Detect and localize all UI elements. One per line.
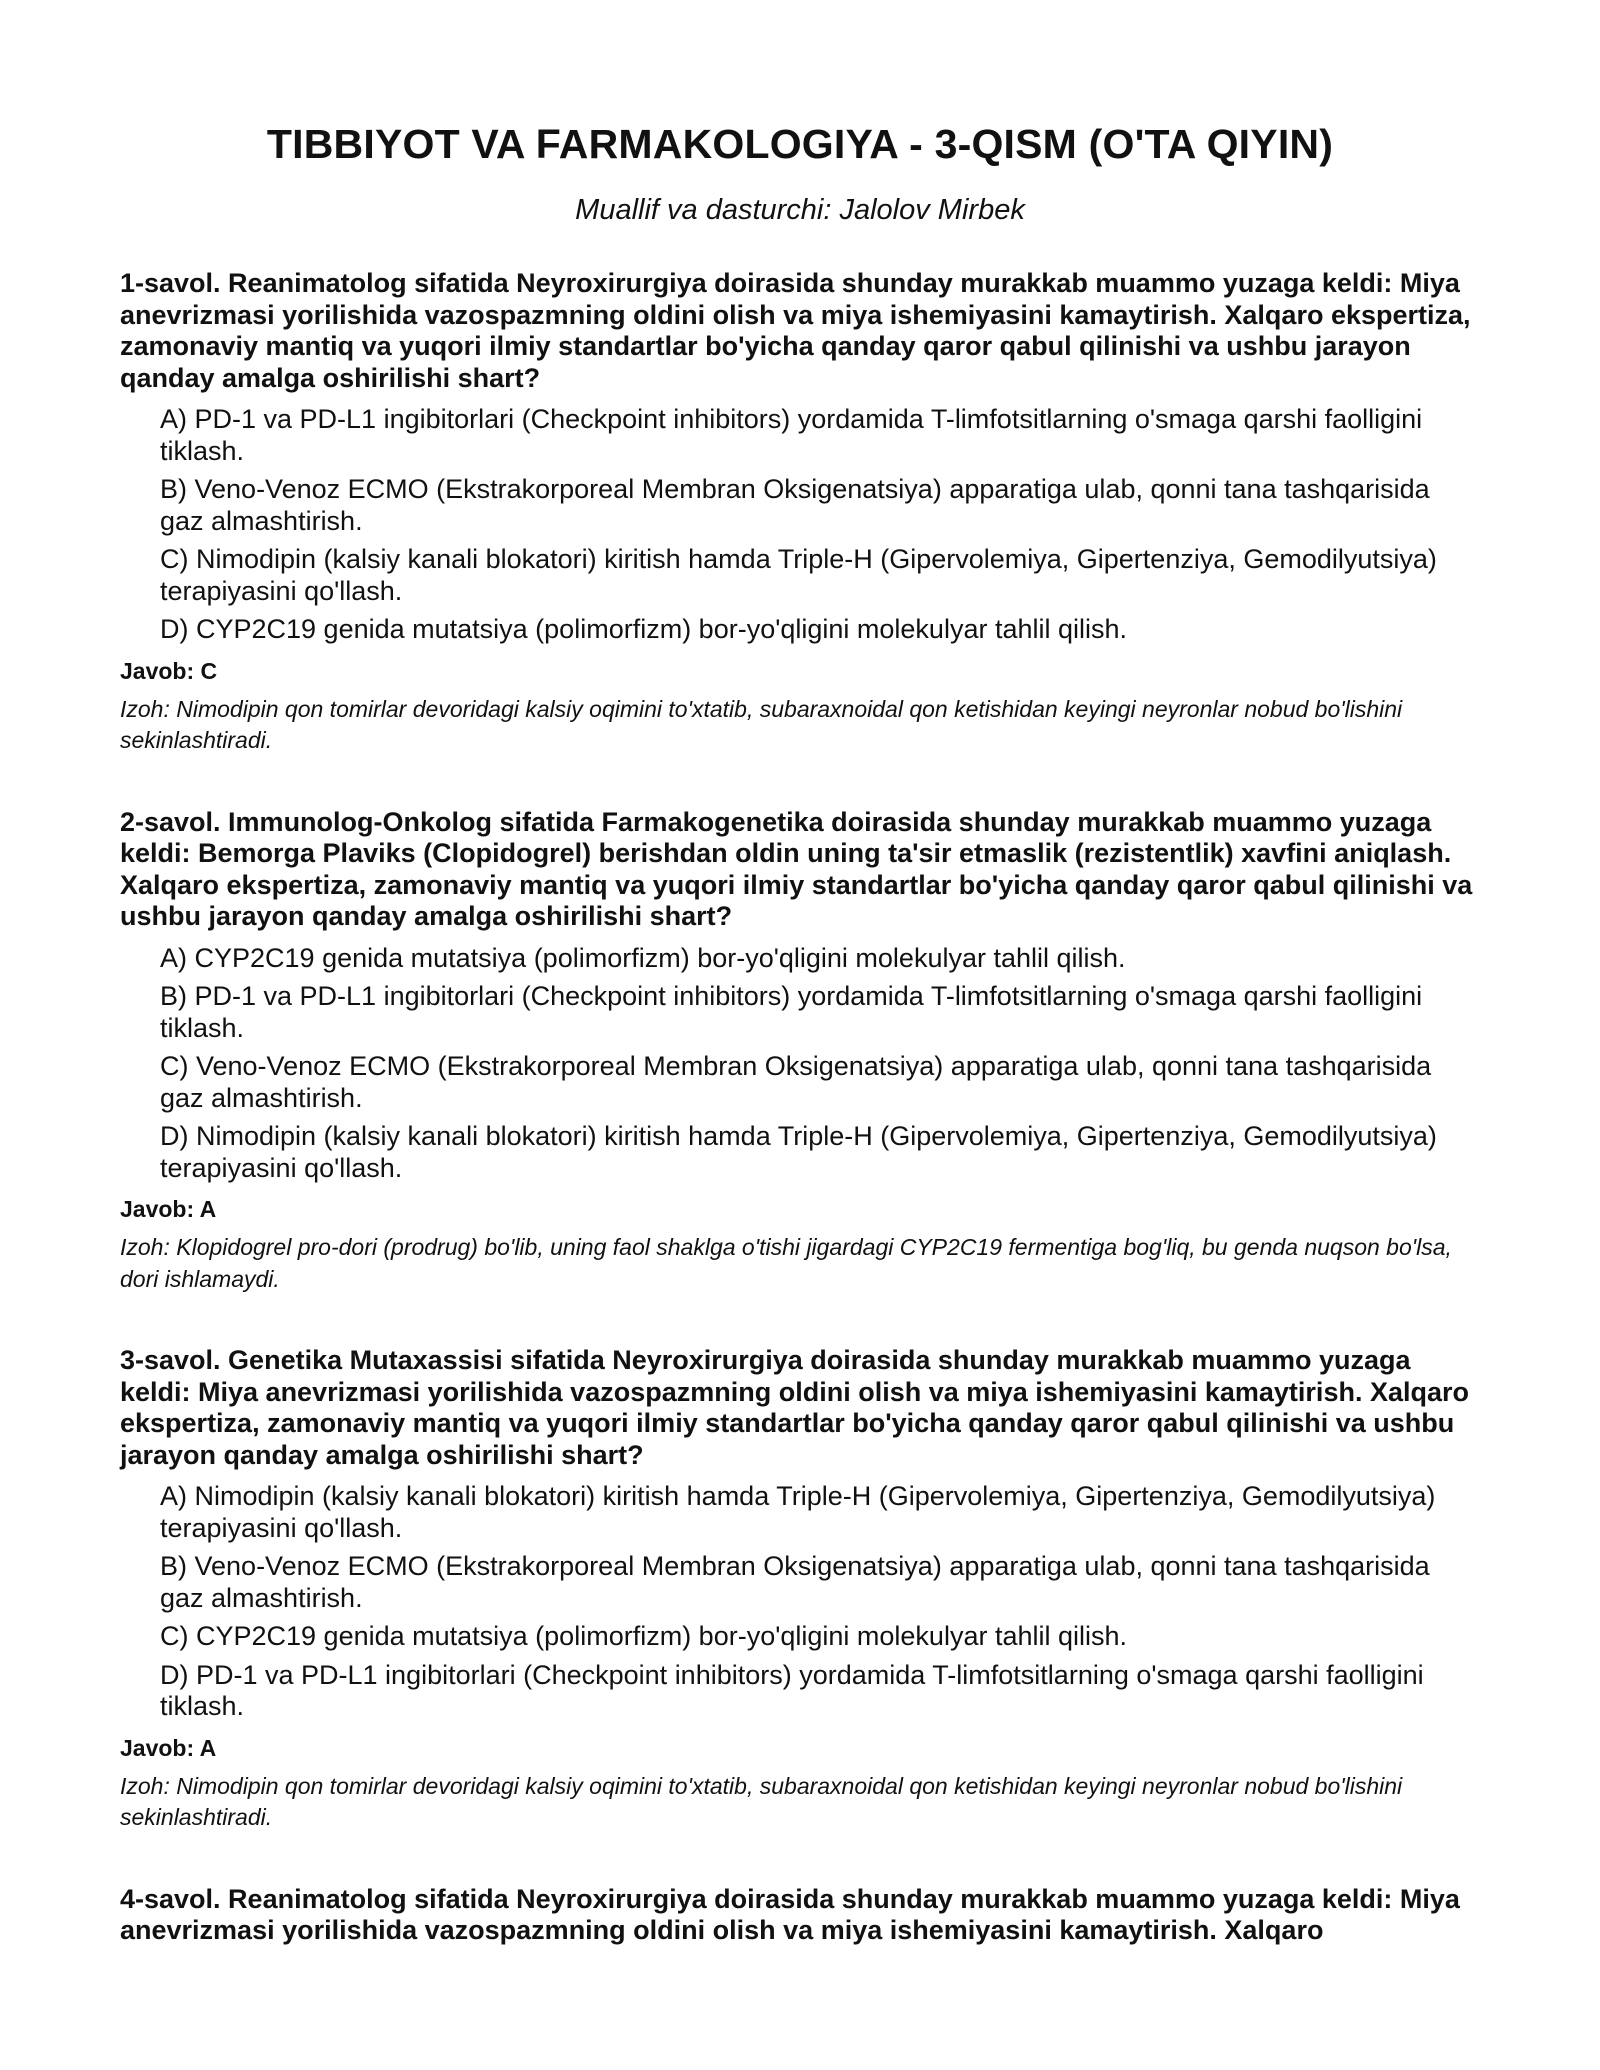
- option-d: D) PD-1 va PD-L1 ingibitorlari (Checkpoint inhibitors) yordamida T-limfotsitlarning o'smaga qarshi faolligini tiklash.: [160, 1659, 1424, 1721]
- question-block-2: [120, 807, 1480, 1296]
- question-text: 2-savol. Immunolog-Onkolog sifatida Farmakogenetika doirasida shunday murakkab muammo yuzaga keldi: Bemorga Plaviks (Clopidogrel) berishdan oldin uning ta'sir etmaslik (rezistentlik) xavfini aniqlash. Xalqaro ekspertiza, zamonaviy mantiq va yuqori ilmiy standartlar bo'yicha qanday qaror qabul qilinishi va ushbu jarayon qanday amalga oshirilishi shart?: [120, 806, 1473, 931]
- explanation-text: Izoh: Nimodipin qon tomirlar devoridagi kalsiy oqimini to'xtatib, subaraxnoidal qon ketishidan keyingi neyronlar nobud bo'lishini sekinlashtiradi.: [120, 695, 1403, 753]
- option-c: C) Veno-Venoz ECMO (Ekstrakorporeal Membran Oksigenatsiya) apparatiga ulab, qonni tana tashqarisida gaz almashtirish.: [160, 1051, 1432, 1113]
- question-text: 1-savol. Reanimatolog sifatida Neyroxirurgiya doirasida shunday murakkab muammo yuzaga keldi: Miya anevrizmasi yorilishida vazospazmning oldini olish va miya ishemiyasini kamaytirish. Xalqaro ekspertiza, zamonaviy mantiq va yuqori ilmiy standartlar bo'yicha qanday qaror qabul qilinishi va ushbu jarayon qanday amalga oshirilishi shart?: [120, 268, 1471, 393]
- option-a: A) Nimodipin (kalsiy kanali blokatori) kiritish hamda Triple-H (Gipervolemiya, Gipertenziya, Gemodilyutsiya) terapiyasini qo'llash.: [160, 1481, 1436, 1543]
- option-d: D) Nimodipin (kalsiy kanali blokatori) kiritish hamda Triple-H (Gipervolemiya, Gipertenziya, Gemodilyutsiya) terapiyasini qo'llash.: [160, 1121, 1437, 1183]
- document-page: [120, 118, 1480, 1997]
- option-c: C) Nimodipin (kalsiy kanali blokatori) kiritish hamda Triple-H (Gipervolemiya, Gipertenziya, Gemodilyutsiya) terapiyasini qo'llash.: [160, 544, 1437, 606]
- option-a: A) CYP2C19 genida mutatsiya (polimorfizm) bor-yo'qligini molekulyar tahlil qilish.: [160, 942, 1126, 973]
- document-title: TIBBIYOT VA FARMAKOLOGIYA - 3-QISM (O'TA QIYIN): [266, 121, 1334, 167]
- option-b: B) PD-1 va PD-L1 ingibitorlari (Checkpoint inhibitors) yordamida T-limfotsitlarning o'smaga qarshi faolligini tiklash.: [160, 981, 1423, 1043]
- question-block-4: [120, 1884, 1480, 1947]
- explanation-text: Izoh: Nimodipin qon tomirlar devoridagi kalsiy oqimini to'xtatib, subaraxnoidal qon ketishidan keyingi neyronlar nobud bo'lishini sekinlashtiradi.: [120, 1772, 1403, 1830]
- question-list: [120, 268, 1480, 1947]
- option-a: A) PD-1 va PD-L1 ingibitorlari (Checkpoint inhibitors) yordamida T-limfotsitlarning o'smaga qarshi faolligini tiklash.: [160, 404, 1423, 466]
- option-list: [120, 943, 1480, 1185]
- answer-label: Javob: A: [120, 1196, 217, 1222]
- answer-label: Javob: C: [120, 657, 218, 684]
- option-b: B) Veno-Venoz ECMO (Ekstrakorporeal Membran Oksigenatsiya) apparatiga ulab, qonni tana tashqarisida gaz almashtirish.: [160, 1551, 1430, 1613]
- answer-label: Javob: A: [120, 1734, 217, 1761]
- option-list: [120, 1481, 1480, 1723]
- question-text: 4-savol. Reanimatolog sifatida Neyroxirurgiya doirasida shunday murakkab muammo yuzaga keldi: Miya anevrizmasi yorilishida vazospazmning oldini olish va miya ishemiyasini kamaytirish. Xalqaro: [120, 1883, 1460, 1945]
- option-list: [120, 404, 1480, 646]
- question-block-3: [120, 1345, 1480, 1834]
- option-c: C) CYP2C19 genida mutatsiya (polimorfizm) bor-yo'qligini molekulyar tahlil qilish.: [160, 1621, 1128, 1651]
- document-author: Muallif va dasturchi: Jalolov Mirbek: [575, 194, 1025, 226]
- question-text: 3-savol. Genetika Mutaxassisi sifatida Neyroxirurgiya doirasida shunday murakkab muammo yuzaga keldi: Miya anevrizmasi yorilishida vazospazmning oldini olish va miya ishemiyasini kamaytirish. Xalqaro ekspertiza, zamonaviy mantiq va yuqori ilmiy standartlar bo'yicha qanday qaror qabul qilinishi va ushbu jarayon qanday amalga oshirilishi shart?: [120, 1345, 1469, 1470]
- option-d: D) CYP2C19 genida mutatsiya (polimorfizm) bor-yo'qligini molekulyar tahlil qilish.: [160, 614, 1128, 644]
- option-b: B) Veno-Venoz ECMO (Ekstrakorporeal Membran Oksigenatsiya) apparatiga ulab, qonni tana tashqarisida gaz almashtirish.: [160, 474, 1430, 536]
- explanation-text: Izoh: Klopidogrel pro-dori (prodrug) bo'lib, uning faol shaklga o'tishi jigardagi CYP2C19 fermentiga bog'liq, bu genda nuqson bo'lsa, dori ishlamaydi.: [120, 1234, 1452, 1292]
- question-block-1: [120, 268, 1480, 757]
